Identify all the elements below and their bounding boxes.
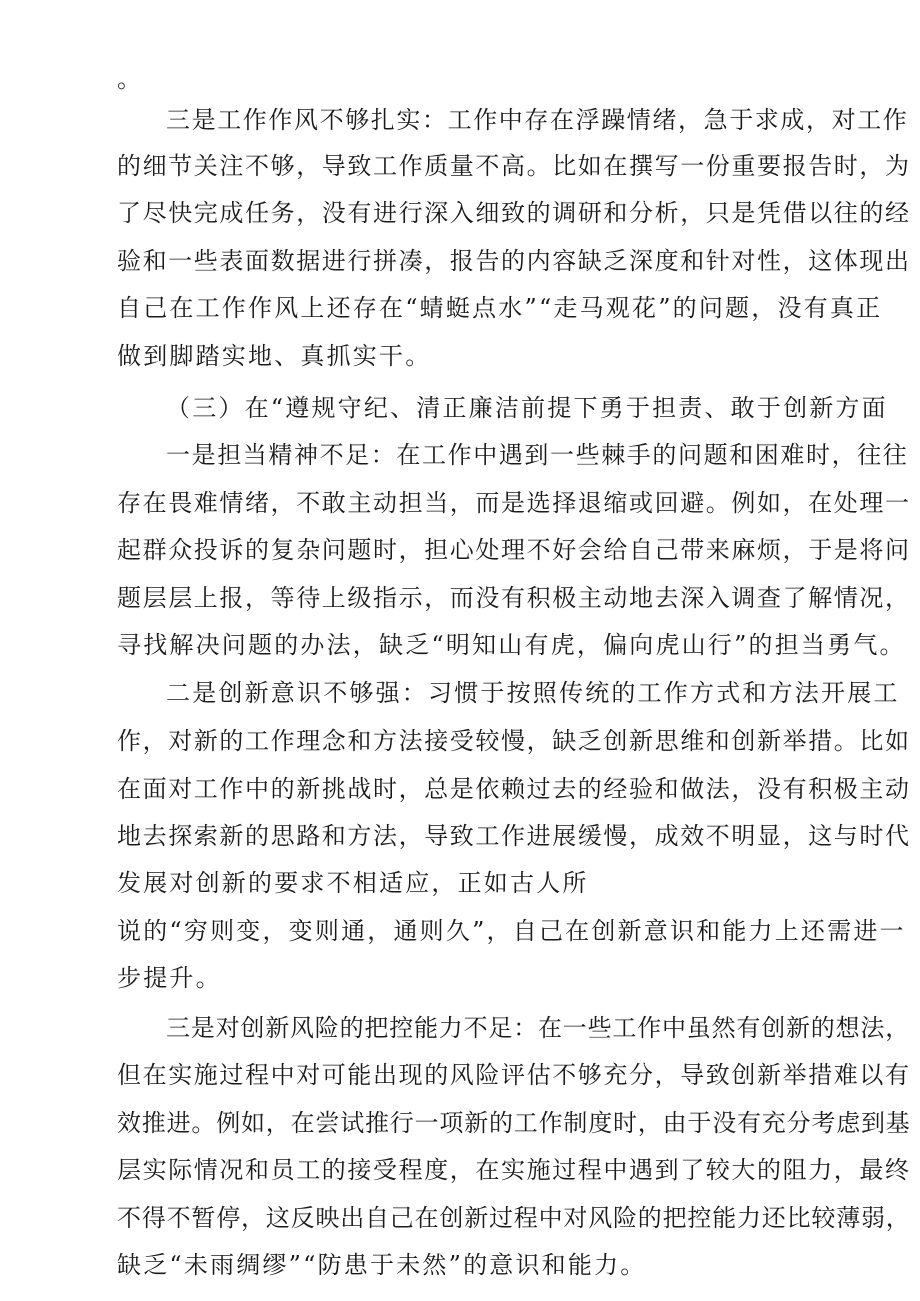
text-line: 层实际情况和员工的接受程度，在实施过程中遇到了较大的阻力，最终 <box>117 1156 911 1184</box>
text-line: 起群众投诉的复杂问题时，担心处理不好会给自己带来麻烦，于是将问 <box>117 536 911 564</box>
section-heading: （三）在“遵规守纪、清正廉洁前提下勇于担责、敢于创新方面 <box>166 394 888 422</box>
paragraph-first-line: 二是创新意识不够强：习惯于按照传统的工作方式和方法开展工 <box>166 679 900 707</box>
text-line: 题层层上报，等待上级指示，而没有积极主动地去深入调查了解情况， <box>117 584 911 612</box>
text-line: 但在实施过程中对可能出现的风险评估不够充分，导致创新举措难以有 <box>117 1061 911 1089</box>
text-line: 效推进。例如，在尝试推行一项新的工作制度时，由于没有充分考虑到基 <box>117 1109 911 1137</box>
text-line: 的细节关注不够，导致工作质量不高。比如在撰写一份重要报告时，为 <box>117 152 911 180</box>
text-line: 存在畏难情绪，不敢主动担当，而是选择退缩或回避。例如，在处理一 <box>117 489 911 517</box>
text-line: 在面对工作中的新挑战时，总是依赖过去的经验和做法，没有积极主动 <box>117 775 911 803</box>
text-line: 说的“穷则变，变则通，通则久”，自己在创新意识和能力上还需进一 <box>117 917 906 945</box>
text-line: 做到脚踏实地、真抓实干。 <box>117 342 432 370</box>
text-line: 验和一些表面数据进行拼凑，报告的内容缺乏深度和针对性，这体现出 <box>117 247 911 275</box>
text-line: 寻找解决问题的办法，缺乏“明知山有虎，偏向虎山行”的担当勇气。 <box>117 631 906 659</box>
text-line: 不得不暂停，这反映出自己在创新过程中对风险的把控能力还比较薄弱， <box>117 1204 911 1232</box>
text-line: 。 <box>117 65 144 93</box>
text-line: 发展对创新的要求不相适应，正如古人所 <box>117 869 589 897</box>
paragraph-first-line: 三是对创新风险的把控能力不足：在一些工作中虽然有创新的想法， <box>166 1014 910 1042</box>
paragraph-first-line: 三是工作作风不够扎实：工作中存在浮躁情绪，急于求成，对工作 <box>166 106 909 134</box>
text-line: 作，对新的工作理念和方法接受较慢，缺乏创新思维和创新举措。比如 <box>117 727 911 755</box>
text-line: 了尽快完成任务，没有进行深入细致的调研和分析，只是凭借以往的经 <box>117 199 911 227</box>
paragraph-first-line: 一是担当精神不足：在工作中遇到一些棘手的问题和困难时，往往 <box>166 441 909 469</box>
text-line: 步提升。 <box>117 964 222 992</box>
text-line: 缺乏“未雨绸缪”“防患于未然”的意识和能力。 <box>117 1251 647 1279</box>
text-line: 自己在工作作风上还存在“蜻蜓点水”“走马观花”的问题，没有真正 <box>117 294 883 322</box>
text-line: 地去探索新的思路和方法，导致工作进展缓慢，成效不明显，这与时代 <box>117 822 911 850</box>
